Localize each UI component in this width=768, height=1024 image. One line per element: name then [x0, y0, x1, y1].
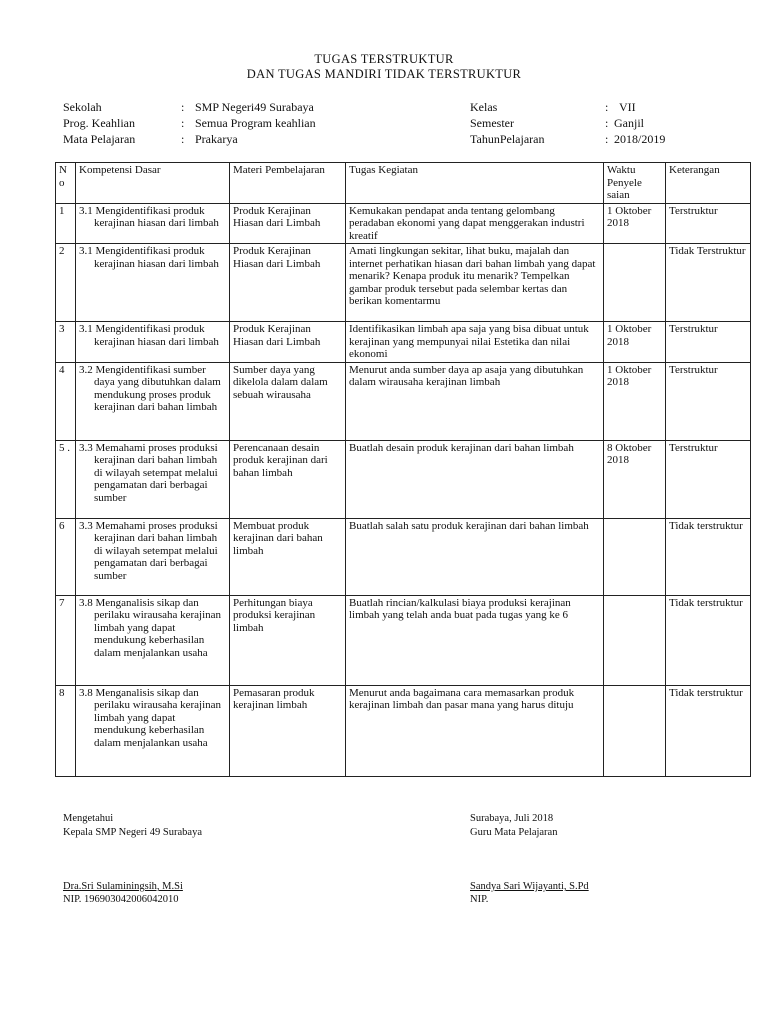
cell-waktu — [604, 244, 666, 322]
cell-waktu — [604, 595, 666, 685]
cell-no: 2 — [56, 244, 76, 322]
sig-left-name: Dra.Sri Sulaminingsih, M.Si — [63, 881, 183, 892]
info-sep: : — [181, 132, 185, 146]
cell-materi: Perhitungan biaya produksi kerajinan limbah — [230, 595, 346, 685]
cell-tugas: Buatlah rincian/kalkulasi biaya produksi kerajinan limbah yang telah anda buat pada tugas yang ke 6 — [346, 595, 604, 685]
info-value-prog: Semua Program keahlian — [195, 116, 316, 130]
cell-tugas: Buatlah desain produk kerajinan dari bahan limbah — [346, 440, 604, 518]
table-row — [56, 595, 751, 685]
cell-kompetensi: 3.1 Mengidentifikasi produk kerajinan hiasan dari limbah — [76, 244, 230, 322]
cell-no: 3 — [56, 322, 76, 363]
cell-keterangan: Terstruktur — [666, 440, 751, 518]
cell-materi: Produk Kerajinan Hiasan dari Limbah — [230, 203, 346, 244]
cell-no: 8 — [56, 685, 76, 776]
info-value-mapel: Prakarya — [195, 132, 238, 146]
cell-tugas: Identifikasikan limbah apa saja yang bisa dibuat untuk kerajinan yang mempunyai nilai Estetika dan nilai ekonomi — [346, 322, 604, 363]
sig-left-mengetahui: Mengetahui — [63, 813, 114, 824]
cell-keterangan: Terstruktur — [666, 322, 751, 363]
cell-tugas: Amati lingkungan sekitar, lihat buku, majalah dan internet perhatikan hiasan dari bahan limbah yang dapat menarik? Kenapa produk itu menarik? Tempelkan gambar produk tersebut pada selembar kertas dan berikan komentarmu — [346, 244, 604, 322]
cell-waktu — [604, 685, 666, 776]
cell-waktu: 1 Oktober 2018 — [604, 322, 666, 363]
cell-no: 1 — [56, 203, 76, 244]
sig-right-place-date: Surabaya, Juli 2018 — [470, 813, 554, 824]
cell-keterangan: Tidak terstruktur — [666, 685, 751, 776]
table-row — [56, 685, 751, 776]
table-row — [56, 244, 751, 322]
header-keterangan: Keterangan — [666, 163, 751, 204]
cell-kompetensi: 3.1 Mengidentifikasi produk kerajinan hiasan dari limbah — [76, 203, 230, 244]
info-label-tahun: TahunPelajaran — [470, 132, 545, 146]
header-materi: Materi Pembelajaran — [230, 163, 346, 204]
info-label-kelas: Kelas — [470, 100, 498, 114]
info-value-kelas: VII — [619, 100, 636, 114]
cell-kompetensi: 3.3 Memahami proses produksi kerajinan dari bahan limbah di wilayah setempat melalui pengamatan dari berbagai sumber — [76, 518, 230, 595]
cell-kompetensi: 3.8 Menganalisis sikap dan perilaku wirausaha kerajinan limbah yang dapat mendukung keberhasilan dalam menjalankan usaha — [76, 685, 230, 776]
cell-waktu: 1 Oktober 2018 — [604, 203, 666, 244]
cell-materi: Produk Kerajinan Hiasan dari Limbah — [230, 322, 346, 363]
info-sep: : — [605, 132, 609, 146]
cell-kompetensi: 3.8 Menganalisis sikap dan perilaku wirausaha kerajinan limbah yang dapat mendukung keberhasilan dalam menjalankan usaha — [76, 595, 230, 685]
cell-no: 6 — [56, 518, 76, 595]
table-row — [56, 362, 751, 440]
sig-left-nip: NIP. 196903042006042010 — [63, 894, 179, 905]
info-value-sekolah: SMP Negeri49 Surabaya — [195, 100, 314, 114]
cell-keterangan: Tidak terstruktur — [666, 595, 751, 685]
cell-no: 4 — [56, 362, 76, 440]
header-kompetensi: Kompetensi Dasar — [76, 163, 230, 204]
cell-tugas: Buatlah salah satu produk kerajinan dari bahan limbah — [346, 518, 604, 595]
sig-left-position: Kepala SMP Negeri 49 Surabaya — [63, 827, 202, 838]
cell-tugas: Menurut anda sumber daya ap asaja yang dibutuhkan dalam wirausaha kerajinan limbah — [346, 362, 604, 440]
sig-right-name: Sandya Sari Wijayanti, S.Pd — [470, 881, 589, 892]
table-row — [56, 518, 751, 595]
table-row — [56, 440, 751, 518]
cell-materi: Pemasaran produk kerajinan limbah — [230, 685, 346, 776]
cell-keterangan: Tidak terstruktur — [666, 518, 751, 595]
cell-keterangan: Terstruktur — [666, 203, 751, 244]
info-sep: : — [605, 116, 609, 130]
info-sep: : — [605, 100, 609, 114]
cell-materi: Sumber daya yang dikelola dalam dalam sebuah wirausaha — [230, 362, 346, 440]
table-row — [56, 322, 751, 363]
info-label-mapel: Mata Pelajaran — [63, 132, 136, 146]
cell-no: 5 . — [56, 440, 76, 518]
info-value-tahun: 2018/2019 — [614, 132, 666, 146]
document-title: TUGAS TERSTRUKTUR — [314, 52, 454, 66]
cell-materi: Produk Kerajinan Hiasan dari Limbah — [230, 244, 346, 322]
info-label-sekolah: Sekolah — [63, 100, 102, 114]
info-sep: : — [181, 116, 185, 130]
cell-materi: Perencanaan desain produk kerajinan dari bahan limbah — [230, 440, 346, 518]
sig-right-position: Guru Mata Pelajaran — [470, 827, 558, 838]
cell-waktu: 8 Oktober 2018 — [604, 440, 666, 518]
cell-kompetensi: 3.3 Memahami proses produksi kerajinan dari bahan limbah di wilayah setempat melalui pengamatan dari berbagai sumber — [76, 440, 230, 518]
cell-tugas: Menurut anda bagaimana cara memasarkan produk kerajinan limbah dan pasar mana yang harus dituju — [346, 685, 604, 776]
cell-waktu: 1 Oktober 2018 — [604, 362, 666, 440]
sig-right-nip: NIP. — [470, 894, 489, 905]
cell-kompetensi: 3.2 Mengidentifikasi sumber daya yang dibutuhkan dalam mendukung proses produk kerajinan dari bahan limbah — [76, 362, 230, 440]
header-no: N o — [56, 163, 76, 204]
header-tugas: Tugas Kegiatan — [346, 163, 604, 204]
task-table — [55, 162, 751, 777]
header-waktu: Waktu Penyele saian — [604, 163, 666, 204]
cell-materi: Membuat produk kerajinan dari bahan limbah — [230, 518, 346, 595]
document-subtitle: DAN TUGAS MANDIRI TIDAK TERSTRUKTUR — [246, 67, 522, 81]
info-label-semester: Semester — [470, 116, 514, 130]
cell-keterangan: Tidak Terstruktur — [666, 244, 751, 322]
cell-no: 7 — [56, 595, 76, 685]
info-sep: : — [181, 100, 185, 114]
table-header-row — [56, 163, 751, 204]
cell-tugas: Kemukakan pendapat anda tentang gelombang peradaban ekonomi yang dapat menggerakan industri kreatif — [346, 203, 604, 244]
cell-keterangan: Terstruktur — [666, 362, 751, 440]
table-row — [56, 203, 751, 244]
info-value-semester: Ganjil — [614, 116, 644, 130]
info-label-prog: Prog. Keahlian — [63, 116, 135, 130]
cell-kompetensi: 3.1 Mengidentifikasi produk kerajinan hiasan dari limbah — [76, 322, 230, 363]
cell-waktu — [604, 518, 666, 595]
